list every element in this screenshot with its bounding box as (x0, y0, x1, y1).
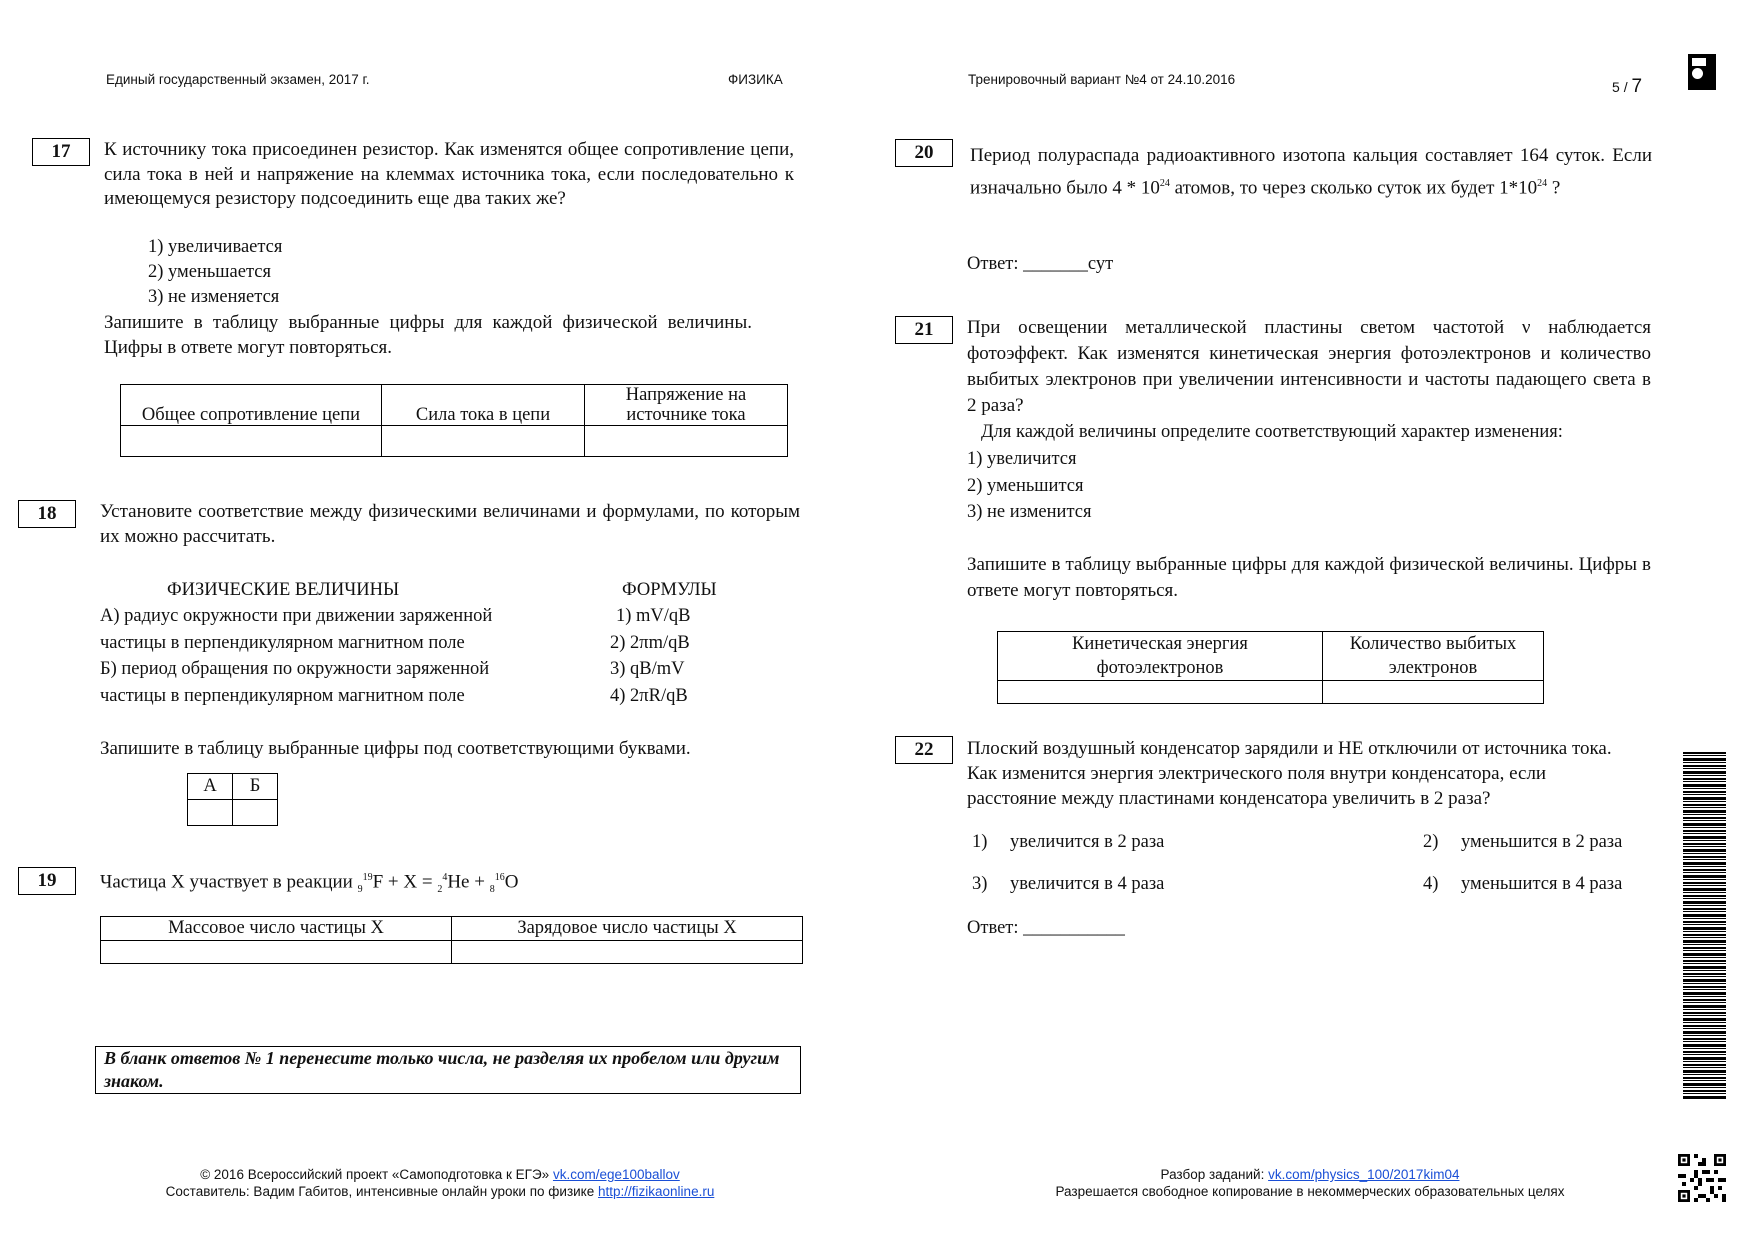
q21-text: При освещении металлической пластины светом частотой ν наблюдается фотоэффект. Как изменятся кинетическая энергия фотоэлектронов и количество выбитых электронов при увеличении интенсивности и частоты падающего света в 2 раза? (967, 317, 1651, 416)
footer-link-ege100ballov[interactable]: vk.com/ege100ballov (552, 1167, 680, 1182)
footer-left-line2 (120, 1183, 760, 1200)
q19-text-prefix: Частица Х участвует в реакции (100, 871, 353, 893)
q22-option-num: 3) (972, 874, 988, 894)
page-separator: / (1623, 79, 1628, 95)
q17-table-header: Сила тока в цепи (382, 385, 585, 426)
q18-table-header: А (188, 774, 233, 800)
q20-text-c: ? (1547, 177, 1561, 199)
question-number-19: 19 (18, 867, 76, 895)
q20-text-b: атомов, то через сколько суток их будет 1*10 (1169, 177, 1538, 199)
question-number-18: 18 (18, 500, 76, 528)
footer-right (1000, 1166, 1620, 1200)
q22-option-label: уменьшится в 4 раза (1461, 874, 1623, 894)
q22-option-2 (1423, 830, 1622, 855)
q17-options (148, 235, 282, 310)
qr-code-icon (1678, 1154, 1726, 1202)
q22-option-num: 2) (1423, 832, 1439, 852)
q18-quantity-line: Б) период обращения по окружности заряженной (100, 659, 490, 679)
q20-text (970, 142, 1652, 202)
q22-option-label: увеличится в 4 раза (1010, 874, 1165, 894)
q22-option-1 (972, 830, 1164, 855)
q17-answer-table (120, 384, 788, 457)
footer-analysis-label: Разбор заданий: (1160, 1167, 1265, 1182)
q18-answer-cell[interactable] (188, 800, 233, 826)
q19-reaction-part: He + (447, 871, 490, 893)
q21-instruction: Запишите в таблицу выбранные цифры для каждой физической величины. Цифры в ответе могут повторяться. (967, 554, 1651, 601)
footer-right-line1 (1000, 1166, 1620, 1183)
page-total: 7 (1631, 76, 1643, 97)
q17-table-header: Общее сопротивление цепи (121, 385, 382, 426)
q18-quantity-line: А) радиус окружности при движении заряженной (100, 606, 493, 626)
q19-o-atomic-number: 8 (489, 884, 495, 896)
q17-answer-cell[interactable] (121, 426, 382, 457)
page-current: 5 (1612, 79, 1620, 95)
q18-col-left-heading: ФИЗИЧЕСКИЕ ВЕЛИЧИНЫ (167, 580, 400, 600)
q21-table-header-text: Кинетическая энергия фотоэлектронов (1072, 634, 1248, 678)
q19-answer-table (100, 916, 803, 964)
q22-option-4 (1423, 872, 1622, 897)
footer-author: Составитель: Вадим Габитов, интенсивные онлайн уроки по физике (165, 1184, 595, 1199)
q19-f-atomic-number: 9 (357, 884, 363, 896)
q19-answer-cell[interactable] (101, 941, 452, 964)
q17-option-1: 1) увеличивается (148, 237, 283, 257)
q20-exponent: 24 (1159, 178, 1170, 189)
footer-link-fizikaonline[interactable]: http://fizikaonline.ru (598, 1184, 715, 1199)
q18-instruction: Запишите в таблицу выбранные цифры под соответствующими буквами. (100, 738, 691, 759)
question-number-22: 22 (895, 736, 953, 764)
q22-answer-field[interactable]: Ответ: ___________ (967, 918, 1125, 938)
q20-text-a: Период полураспада радиоактивного изотопа кальция составляет 164 суток. Если изначально было 4 * 10 (970, 145, 1652, 199)
q21-option-2: 2) уменьшится (967, 475, 1084, 496)
q21-option-3: 3) не изменится (967, 502, 1092, 522)
q19-reaction-part: F + X = (372, 871, 438, 893)
q22-text: Плоский воздушный конденсатор зарядили и НЕ отключили от источника тока. Как изменится энергия электрического поля внутри конденсатора, если расстояние между пластинами конденсатора увеличить в 2 раза? (967, 738, 1612, 809)
q19-reaction-part: O (504, 871, 519, 893)
corner-marker-icon (1688, 54, 1716, 90)
q19-f-mass-number: 19 (362, 872, 373, 883)
q19-he-atomic-number: 2 (437, 884, 443, 896)
q18-table-header: Б (233, 774, 278, 800)
footer-left (120, 1166, 760, 1200)
q20-exponent: 24 (1537, 178, 1548, 189)
q21-table-header (998, 632, 1323, 681)
q18-formulas (610, 603, 691, 709)
question-number-20: 20 (895, 139, 953, 167)
q21-answer-table (997, 631, 1544, 704)
header-variant: Тренировочный вариант №4 от 24.10.2016 (968, 72, 1236, 87)
note-box: В бланк ответов № 1 перенесите только числа, не разделяя их пробелом или другим знаком. (95, 1046, 801, 1094)
q17-option-2: 2) уменьшается (148, 262, 271, 282)
q21-options (967, 446, 1091, 526)
q21-sub-instruction: Для каждой величины определите соответствующий характер изменения: (981, 422, 1563, 442)
q19-text (100, 866, 700, 903)
q19-o-mass-number: 16 (494, 872, 505, 883)
question-number-21: 21 (895, 316, 953, 344)
q22-option-num: 4) (1423, 874, 1439, 894)
header-exam-title: Единый государственный экзамен, 2017 г. (106, 72, 370, 87)
q22-option-num: 1) (972, 832, 988, 852)
q18-quantity-line: частицы в перпендикулярном магнитном поле (100, 632, 465, 653)
q17-table-header (585, 385, 788, 426)
q17-answer-cell[interactable] (382, 426, 585, 457)
q21-table-header-text: Количество выбитых электронов (1349, 634, 1517, 678)
q18-formula: 2) 2πm/qB (610, 632, 690, 653)
page-number (1612, 76, 1642, 98)
q18-quantity-line: частицы в перпендикулярном магнитном поле (100, 685, 465, 706)
q18-answer-table (187, 773, 278, 826)
q21-answer-cell[interactable] (998, 681, 1323, 704)
q17-table-header-text: Напряжение на источнике тока (625, 385, 747, 425)
q18-formula: 3) qB/mV (610, 659, 685, 679)
q22-option-label: увеличится в 2 раза (1010, 832, 1165, 852)
footer-copyright: © 2016 Всероссийский проект «Самоподготовка к ЕГЭ» (200, 1167, 550, 1182)
q21-answer-cell[interactable] (1323, 681, 1544, 704)
footer-left-line1 (120, 1166, 760, 1183)
q17-answer-cell[interactable] (585, 426, 788, 457)
q22-option-label: уменьшится в 2 раза (1461, 832, 1623, 852)
q19-table-header: Массовое число частицы Х (101, 917, 452, 941)
q18-answer-cell[interactable] (233, 800, 278, 826)
q20-answer-field[interactable]: Ответ: _______сут (967, 254, 1114, 274)
q21-option-1: 1) увеличится (967, 449, 1077, 469)
q18-col-right-heading: ФОРМУЛЫ (622, 580, 717, 600)
question-number-17: 17 (32, 138, 90, 166)
q18-text: Установите соответствие между физическими величинами и формулами, по которым их можно рассчитать. (100, 501, 800, 547)
q19-table-header: Зарядовое число частицы Х (452, 917, 803, 941)
q18-formula: 4) 2πR/qB (610, 685, 688, 706)
q18-quantities (100, 603, 492, 709)
q19-answer-cell[interactable] (452, 941, 803, 964)
q17-instruction: Запишите в таблицу выбранные цифры для каждой физической величины. Цифры в ответе могут повторяться. (104, 312, 752, 358)
header-subject: ФИЗИКА (728, 72, 783, 87)
q17-text: К источнику тока присоединен резистор. Как изменятся общее сопротивление цепи, сила тока в ней и напряжение на клеммах источника тока, если последовательно к имеющемуся резистору подсоединить еще два таких же? (104, 139, 794, 209)
barcode-icon (1683, 752, 1726, 1100)
q22-option-3 (972, 872, 1164, 897)
q21-table-header (1323, 632, 1544, 681)
q18-formula: 1) mV/qB (616, 606, 691, 626)
footer-license: Разрешается свободное копирование в некоммерческих образовательных целях (1055, 1184, 1565, 1199)
q19-he-mass-number: 4 (442, 872, 448, 883)
footer-link-physics100[interactable]: vk.com/physics_100/2017kim04 (1268, 1167, 1460, 1182)
q17-option-3: 3) не изменяется (148, 287, 280, 307)
